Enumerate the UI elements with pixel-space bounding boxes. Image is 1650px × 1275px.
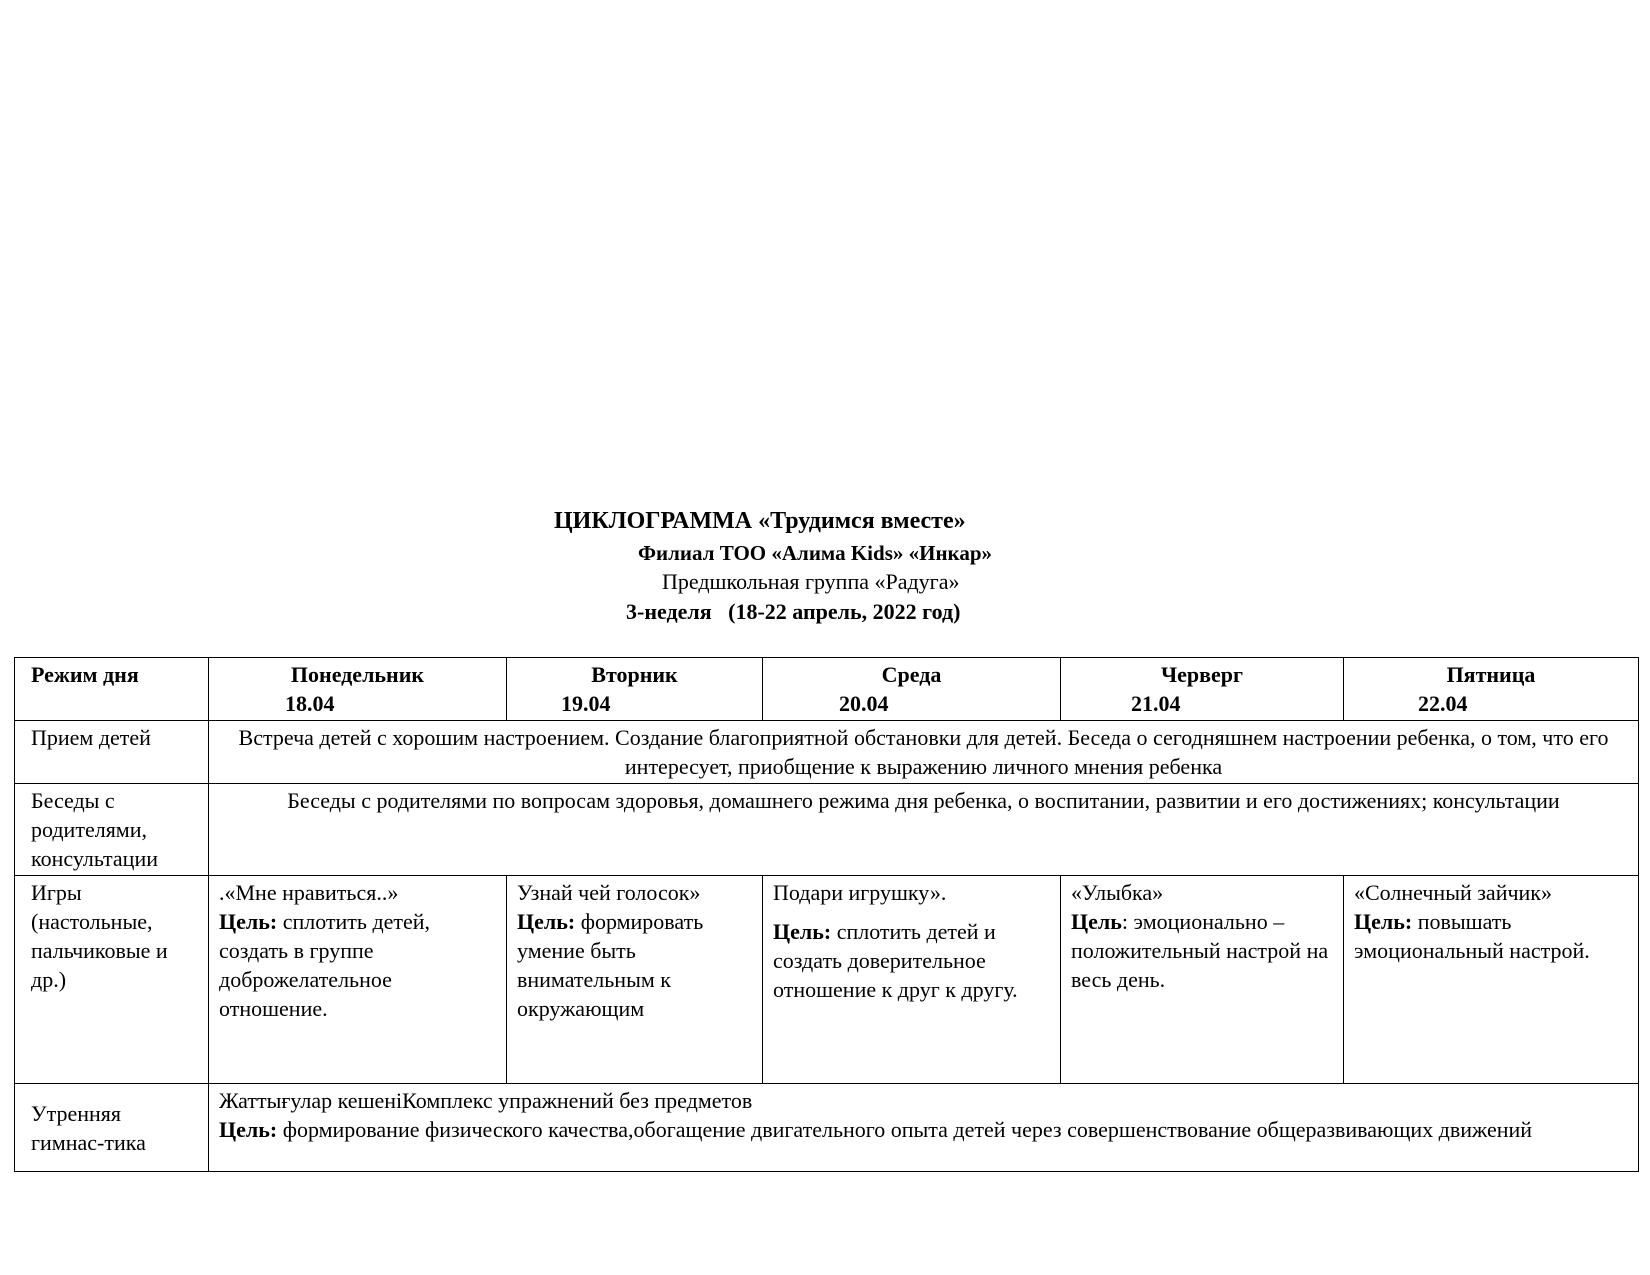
goal-label: Цель: <box>219 909 278 934</box>
game-goal: повышать эмоциональный настрой. <box>1354 909 1590 963</box>
game-cell-thursday <box>1061 876 1344 1084</box>
games-label: Игры (настольные, пальчиковые и др.) <box>15 876 209 1084</box>
document-title: ЦИКЛОГРАММА «Трудимся вместе» <box>554 508 966 534</box>
day-header-monday <box>209 658 507 721</box>
goal-label: Цель: <box>517 909 576 934</box>
game-cell-monday <box>209 876 507 1084</box>
parents-row <box>15 784 1639 876</box>
game-goal: формировать умение быть внимательным к окружающим <box>517 909 704 1021</box>
goal-label: Цель: <box>773 919 832 944</box>
gymnastics-row <box>15 1084 1639 1172</box>
day-name: Среда <box>881 662 942 687</box>
game-goal: сплотить детей и создать доверительное отношение к друг к другу. <box>773 919 1018 1002</box>
day-header-wednesday <box>763 658 1061 721</box>
parents-text: Беседы с родителями по вопросам здоровья, домашнего режима дня ребенка, о воспитании, развитии и его достижениях; консультации <box>209 784 1639 876</box>
goal-label: Цель <box>1071 909 1122 934</box>
gymnastics-label: Утренняя гимнас-тика <box>15 1084 209 1172</box>
game-goal: сплотить детей, создать в группе доброжелательное отношение. <box>219 909 431 1021</box>
reception-row <box>15 721 1639 784</box>
reception-text: Встреча детей с хорошим настроением. Создание благоприятной обстановки для детей. Беседа о сегодняшнем настроении ребенка, о том, что его интересует, приобщение к выражению личного мнения ребенка <box>209 721 1639 784</box>
gymnastics-line: Жаттығулар кешеніКомплекс упражнений без предметов <box>219 1088 753 1113</box>
parents-label: Беседы с родителями, консультации <box>15 784 209 876</box>
schedule-table <box>14 657 1639 1172</box>
day-header-tuesday <box>507 658 763 721</box>
game-cell-tuesday <box>507 876 763 1084</box>
day-date: 19.04 <box>561 691 611 716</box>
day-date: 18.04 <box>285 691 335 716</box>
goal-label: Цель: <box>1354 909 1413 934</box>
day-date: 22.04 <box>1418 691 1468 716</box>
day-header-thursday <box>1061 658 1344 721</box>
table-header-row <box>15 658 1639 721</box>
day-name: Пятница <box>1446 662 1536 687</box>
game-cell-friday <box>1344 876 1639 1084</box>
day-name: Понедельник <box>290 662 425 687</box>
week-period: 3-неделя (18-22 апрель, 2022 год) <box>626 599 961 624</box>
branch-name: Филиал ТОО «Алима Kids» «Инкар» <box>638 541 993 565</box>
day-date: 21.04 <box>1131 691 1181 716</box>
group-name: Предшкольная группа «Радуга» <box>662 569 960 594</box>
game-title: «Улыбка» <box>1071 880 1164 905</box>
corner-header: Режим дня <box>15 658 209 721</box>
reception-label: Прием детей <box>15 721 209 784</box>
goal-label: Цель: <box>219 1117 278 1142</box>
game-title: «Солнечный зайчик» <box>1354 880 1552 905</box>
gymnastics-goal: формирование физического качества,обогащение двигательного опыта детей через совершенствование общеразвивающих движений <box>277 1117 1533 1142</box>
day-header-friday <box>1344 658 1639 721</box>
spacer <box>773 907 1050 917</box>
gymnastics-text <box>209 1084 1639 1172</box>
game-title: .«Мне нравиться..» <box>219 880 399 905</box>
game-title: Подари игрушку». <box>773 880 947 905</box>
game-cell-wednesday <box>763 876 1061 1084</box>
game-title: Узнай чей голосок» <box>517 880 701 905</box>
game-goal: : эмоционально – положительный настрой на весь день. <box>1071 909 1329 992</box>
games-row <box>15 876 1639 1084</box>
day-date: 20.04 <box>839 691 889 716</box>
day-name: Черверг <box>1160 662 1244 687</box>
day-name: Вторник <box>591 662 678 687</box>
